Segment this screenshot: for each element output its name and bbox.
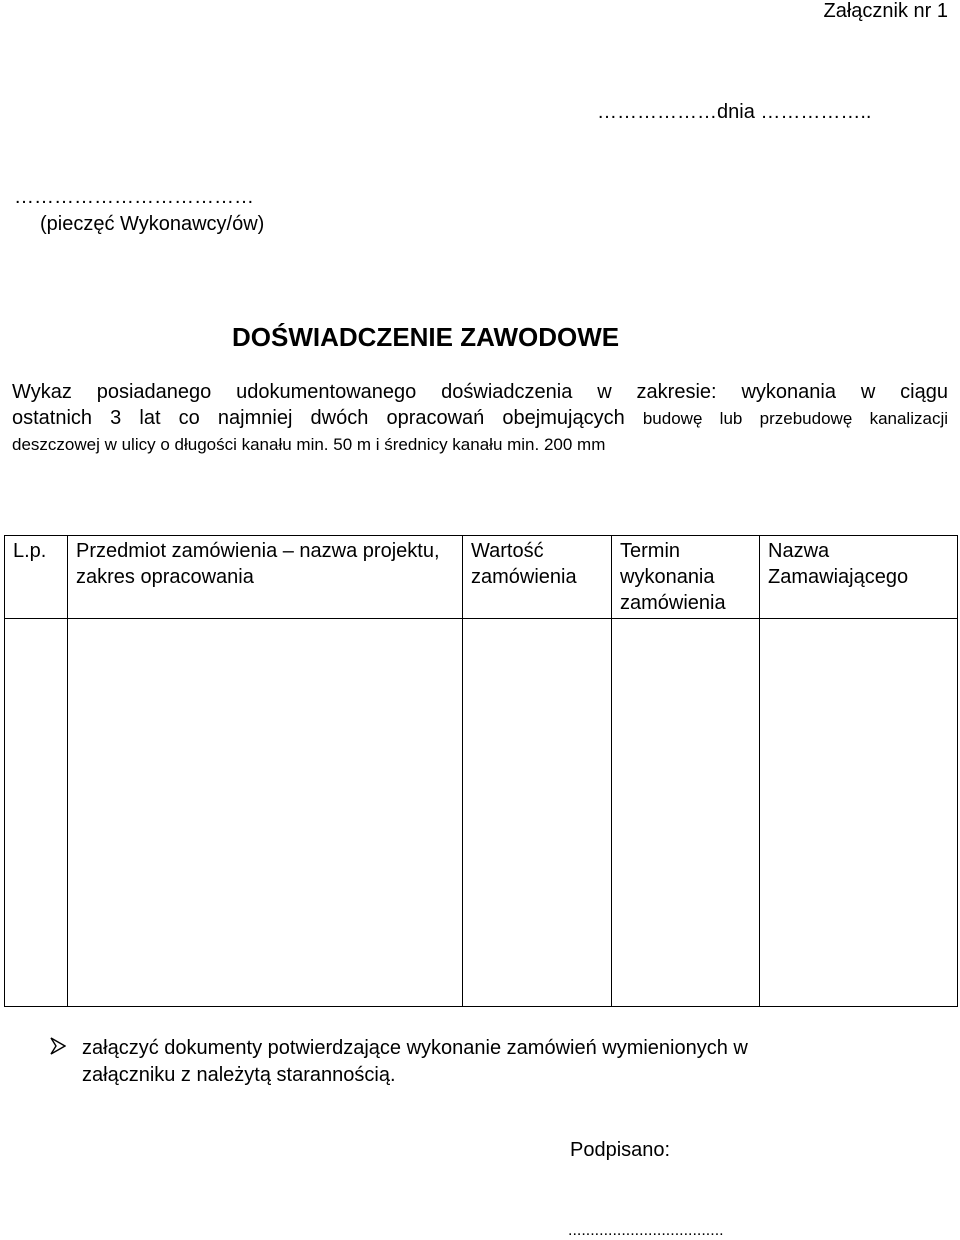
col-header-value: Wartość zamówienia (463, 536, 612, 619)
table-header-row (5, 536, 958, 619)
cell-term[interactable] (612, 619, 760, 1007)
col-header-subject: Przedmiot zamówienia – nazwa projektu, zakres opracowania (68, 536, 463, 619)
cell-lp[interactable] (5, 619, 68, 1007)
stamp-label: (pieczęć Wykonawcy/ów) (40, 213, 265, 235)
table-row (5, 619, 958, 1007)
col-header-term: Termin wykonania zamówienia (612, 536, 760, 619)
intro-paragraph (12, 379, 948, 458)
cell-client[interactable] (760, 619, 958, 1007)
arrow-bullet-icon (50, 1037, 66, 1061)
signature-dots: ................................... (568, 1222, 724, 1239)
col-header-client: Nazwa Zamawiającego (760, 536, 958, 619)
note-text: załączyć dokumenty potwierdzające wykonanie zamówień wymienionych w załączniku z należytą starannością. (82, 1037, 748, 1086)
intro-line-2 (12, 405, 948, 432)
experience-table (4, 535, 958, 1007)
annex-label: Załącznik nr 1 (823, 0, 948, 22)
col-header-lp: L.p. (5, 536, 68, 619)
intro-line-2b: budowę lub przebudowę kanalizacji (642, 409, 948, 428)
cell-subject[interactable] (68, 619, 463, 1007)
intro-line-1: Wykaz posiadanego udokumentowanego doświadczenia w zakresie: wykonania w ciągu (12, 381, 948, 403)
page-title: DOŚWIADCZENIE ZAWODOWE (232, 322, 620, 352)
cell-value[interactable] (463, 619, 612, 1007)
signature-label: Podpisano: (570, 1139, 671, 1161)
intro-line-2a: ostatnich 3 lat co najmniej dwóch opracowań obejmujących (12, 407, 625, 429)
date-line: ………………dnia …………….. (597, 101, 872, 123)
intro-line-3: deszczowej w ulicy o długości kanału min. 50 m i średnicy kanału min. 200 mm (12, 435, 606, 454)
stamp-dots: ……………………………… (14, 186, 254, 208)
